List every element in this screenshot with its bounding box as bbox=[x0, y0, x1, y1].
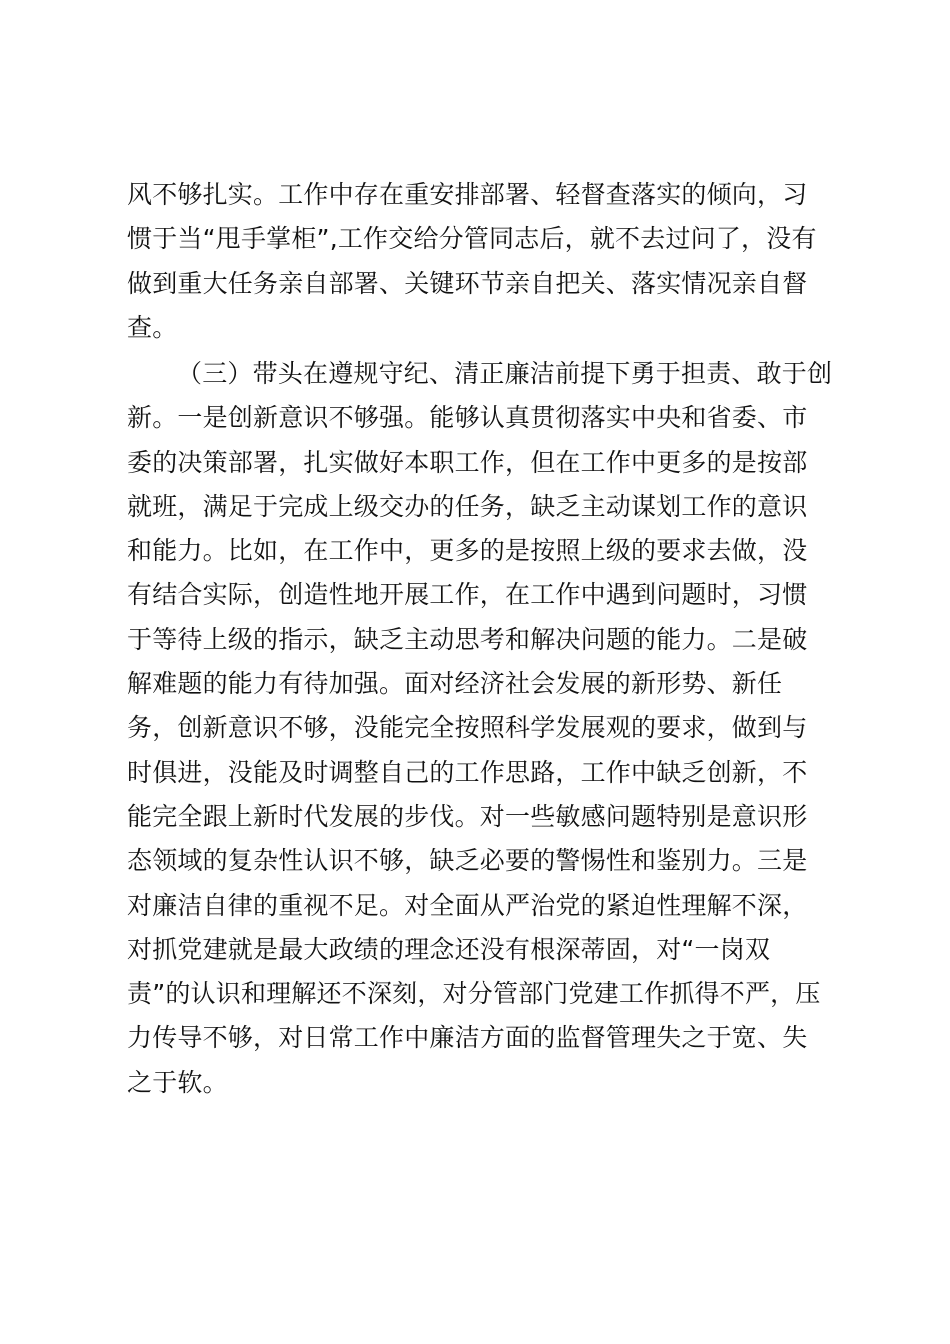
text-line: 对廉洁自律的重视不足。对全面从严治党的紧迫性理解不深， bbox=[127, 890, 808, 920]
text-line: 于等待上级的指示，缺乏主动思考和解决问题的能力。二是破 bbox=[127, 624, 808, 654]
text-line: 有结合实际，创造性地开展工作，在工作中遇到问题时，习惯 bbox=[127, 580, 808, 610]
text-line: 新。一是创新意识不够强。能够认真贯彻落实中央和省委、市 bbox=[127, 403, 808, 433]
text-line: 做到重大任务亲自部署、关键环节亲自把关、落实情况亲自督 bbox=[127, 268, 808, 298]
text-line: 对抓党建就是最大政绩的理念还没有根深蒂固，对“一岗双 bbox=[127, 934, 771, 964]
text-line: 态领域的复杂性认识不够，缺乏必要的警惕性和鉴别力。三是 bbox=[127, 846, 808, 876]
text-line: 查。 bbox=[127, 312, 178, 342]
text-line: 委的决策部署，扎实做好本职工作，但在工作中更多的是按部 bbox=[127, 447, 808, 477]
text-line: 解难题的能力有待加强。面对经济社会发展的新形势、新任 bbox=[127, 669, 783, 699]
text-line: 务，创新意识不够，没能完全按照科学发展观的要求，做到与 bbox=[127, 713, 808, 743]
text-line: 惯于当“甩手掌柜”,工作交给分管同志后，就不去过问了，没有 bbox=[127, 224, 817, 254]
text-line: （三）带头在遵规守纪、清正廉洁前提下勇于担责、敢于创 bbox=[177, 359, 833, 388]
text-line: 时俱进，没能及时调整自己的工作思路，工作中缺乏创新，不 bbox=[127, 757, 808, 787]
text-line: 之于软。 bbox=[127, 1067, 228, 1097]
paragraph-1 bbox=[127, 173, 827, 350]
text-line: 能完全跟上新时代发展的步伐。对一些敏感问题特别是意识形 bbox=[127, 801, 808, 831]
text-line: 力传导不够，对日常工作中廉洁方面的监督管理失之于宽、失 bbox=[127, 1023, 808, 1053]
text-line: 和能力。比如，在工作中，更多的是按照上级的要求去做，没 bbox=[127, 536, 808, 566]
text-line: 就班，满足于完成上级交办的任务，缺乏主动谋划工作的意识 bbox=[127, 491, 808, 521]
paragraph-2 bbox=[127, 352, 833, 1105]
text-line: 责”的认识和理解还不深刻，对分管部门党建工作抓得不严，压 bbox=[127, 979, 821, 1009]
text-line: 风不够扎实。工作中存在重安排部署、轻督查落实的倾向，习 bbox=[127, 180, 808, 209]
